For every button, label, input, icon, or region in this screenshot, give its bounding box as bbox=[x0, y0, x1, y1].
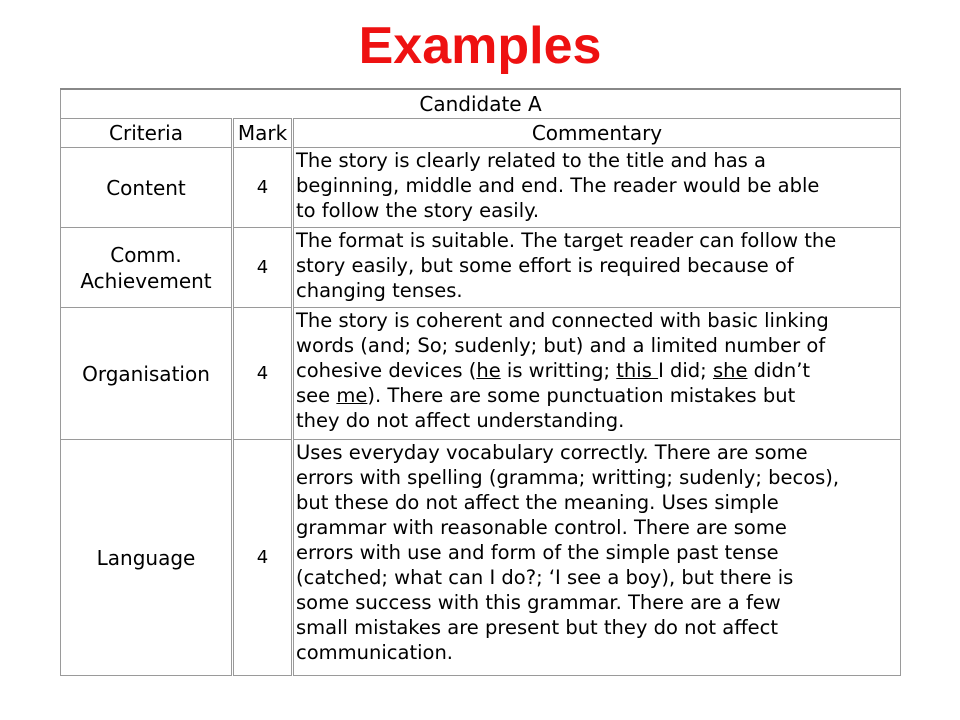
mark-cell: 4 bbox=[233, 440, 293, 676]
table-row bbox=[61, 148, 901, 228]
commentary-line bbox=[296, 358, 898, 383]
commentary-line: beginning, middle and end. The reader would be able bbox=[296, 174, 820, 197]
commentary-line: grammar with reasonable control. There are some bbox=[296, 516, 787, 539]
commentary-line: The story is clearly related to the title and has a bbox=[296, 149, 766, 172]
commentary-cell bbox=[293, 148, 901, 228]
text-segment: ). There are some punctuation mistakes but bbox=[367, 384, 796, 407]
commentary-line: but these do not affect the meaning. Uses simple bbox=[296, 491, 779, 514]
commentary-line: some success with this grammar. There are a few bbox=[296, 591, 781, 614]
mark-cell: 4 bbox=[233, 308, 293, 440]
table-row bbox=[61, 440, 901, 676]
underlined-word: he bbox=[476, 359, 501, 382]
mark-header: Mark bbox=[233, 119, 293, 148]
text-segment: see bbox=[296, 384, 337, 407]
underlined-word: me bbox=[336, 384, 368, 407]
commentary-line bbox=[296, 383, 898, 408]
criteria-cell bbox=[61, 440, 233, 676]
criteria-cell bbox=[61, 228, 233, 308]
header-row bbox=[61, 119, 901, 148]
commentary-line: they do not affect understanding. bbox=[296, 409, 625, 432]
commentary-cell bbox=[293, 228, 901, 308]
candidate-row bbox=[61, 89, 901, 119]
criteria-cell bbox=[61, 308, 233, 440]
mark-cell: 4 bbox=[233, 148, 293, 228]
text-segment: didn’t bbox=[747, 359, 811, 382]
commentary-line: story easily, but some effort is required because of bbox=[296, 254, 794, 277]
commentary-line: to follow the story easily. bbox=[296, 199, 540, 222]
commentary-line: communication. bbox=[296, 641, 453, 664]
commentary-line: errors with use and form of the simple past tense bbox=[296, 541, 779, 564]
commentary-cell bbox=[293, 440, 901, 676]
commentary-cell bbox=[293, 308, 901, 440]
commentary-line: Uses everyday vocabulary correctly. There are some bbox=[296, 441, 808, 464]
commentary-line: small mistakes are present but they do not affect bbox=[296, 616, 779, 639]
text-segment: is writting; bbox=[500, 359, 617, 382]
criteria-label: Comm. bbox=[110, 242, 182, 267]
criteria-cell bbox=[61, 148, 233, 228]
mark-cell: 4 bbox=[233, 228, 293, 308]
candidate-heading: Candidate A bbox=[61, 89, 901, 119]
criteria-header: Criteria bbox=[61, 119, 233, 148]
criteria-label: Organisation bbox=[82, 361, 210, 386]
criteria-label: Achievement bbox=[80, 268, 212, 293]
criteria-label: Content bbox=[106, 175, 186, 200]
page-title: Examples bbox=[358, 17, 602, 75]
table-row bbox=[61, 308, 901, 440]
commentary-line: (catched; what can I do?; ‘I see a boy), but there is bbox=[296, 566, 794, 589]
commentary-line: changing tenses. bbox=[296, 279, 463, 302]
text-segment: I did; bbox=[658, 359, 713, 382]
assessment-table bbox=[60, 88, 901, 676]
commentary-line: words (and; So; sudenly; but) and a limited number of bbox=[296, 334, 826, 357]
commentary-line: The story is coherent and connected with basic linking bbox=[296, 309, 829, 332]
text-segment: cohesive devices ( bbox=[296, 359, 477, 382]
table-row bbox=[61, 228, 901, 308]
commentary-line: errors with spelling (gramma; writting; sudenly; becos), bbox=[296, 466, 840, 489]
underlined-word: this bbox=[616, 359, 659, 382]
commentary-line: The format is suitable. The target reader can follow the bbox=[296, 229, 837, 252]
commentary-header: Commentary bbox=[293, 119, 901, 148]
criteria-label: Language bbox=[96, 545, 196, 570]
underlined-word: she bbox=[712, 359, 748, 382]
